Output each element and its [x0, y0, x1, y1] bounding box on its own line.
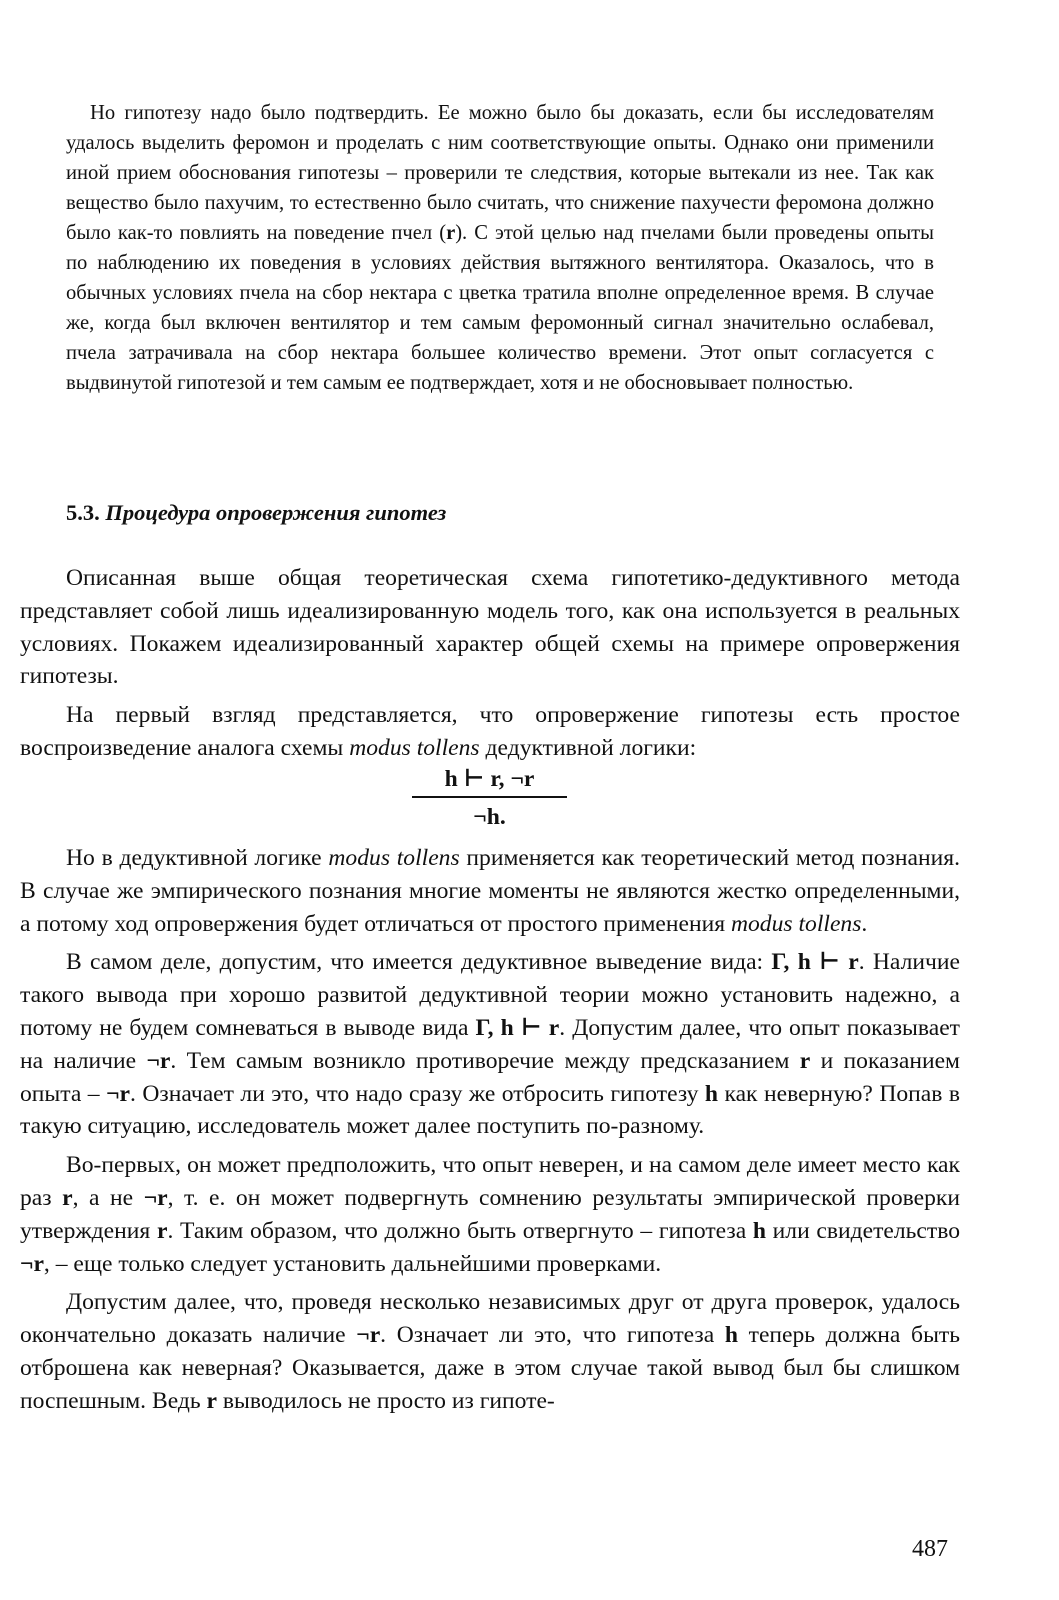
formula-numerator: h ⊢ r, ¬r	[444, 766, 535, 792]
section-heading	[66, 498, 446, 528]
intro-paragraph: Но гипотезу надо было подтвердить. Ее можно было бы доказать, если бы исследователям удалось выделить феромон и проделать с ним соответствующие опыты. Однако они применили иной прием обоснования гипотезы – проверили те следствия, которые вытекали из нее. Так как вещество было пахучим, то естественно было считать, что снижение пахучести феромона должно было как-то повлиять на поведение пчел (r). С этой целью над пчелами были проведены опыты по наблюдению их поведения в условиях действия вытяжного вентилятора. Оказалось, что в обычных условиях пчела на сбор нектара с цветка тратила вполне определенное время. В случае же, когда был включен вентилятор и тем самым феромонный сигнал значительно ослабевал, пчела затрачивала на сбор нектара большее количество времени. Этот опыт согласуется с выдвинутой гипотезой и тем самым ее подтверждает, хотя и не обосновывает полностью.	[66, 102, 934, 394]
formula-inline: ¬r	[106, 1080, 130, 1107]
formula-inline: h	[752, 1217, 766, 1244]
section-number: 5.3.	[66, 500, 100, 525]
formula-inline: ¬r	[143, 1184, 168, 1211]
formula-inline: ¬r	[146, 1047, 171, 1074]
paragraph-5: Во-первых, он может предположить, что опыт неверен, и на самом деле имеет место как раз r, а не ¬r, т. е. он может подвергнуть сомнению результаты эмпирической проверки утверждения r. Таким образом, что должно быть отвергнуто – гипотеза h или свидетельство ¬r, – еще только следует установить дальнейшими проверками.	[20, 1152, 960, 1277]
formula-inline: h	[704, 1080, 719, 1107]
paragraph-1: Описанная выше общая теоретическая схема гипотетико-дедуктивного метода представляет собой лишь идеализированную модель того, как она используется в реальных условиях. Покажем идеализированный характер общей схемы на примере опровержения гипотезы.	[20, 565, 960, 690]
formula-inline: r	[799, 1047, 811, 1074]
formula-inline: Γ, h ⊢ r	[771, 949, 859, 976]
formula-inline: r	[206, 1387, 217, 1414]
modus-tollens-formula	[412, 764, 567, 832]
paragraph-3: Но в дедуктивной логике modus tollens применяется как теоретический метод познания. В случае же эмпирического познания многие моменты не являются жестко определенными, а потому ход опровержения будет отличаться от простого применения modus tollens.	[20, 845, 960, 937]
paragraph-2: На первый взгляд представляется, что опровержение гипотезы есть простое воспроизведение аналога схемы modus tollens дедуктивной логики:	[20, 702, 960, 761]
italic-term: modus tollens	[730, 910, 862, 937]
formula-inline: r	[62, 1184, 73, 1211]
italic-term: modus tollens	[328, 845, 460, 871]
section-title: Процедура опровержения гипотез	[105, 500, 447, 525]
page-number: 487	[912, 1536, 948, 1562]
paragraph-6: Допустим далее, что, проведя несколько независимых друг от друга проверок, удалось окончательно доказать наличие ¬r. Означает ли это, что гипотеза h теперь должна быть отброшена как неверная? Оказывается, даже в этом случае такой вывод был бы слишком поспешным. Ведь r выводилось не просто из гипоте-	[20, 1289, 960, 1414]
fraction-bar	[412, 796, 567, 798]
formula-inline: h	[724, 1322, 738, 1349]
body-block-2	[20, 842, 960, 1424]
formula-inline: Γ, h ⊢ r	[475, 1014, 560, 1041]
body-block-1	[20, 562, 960, 771]
italic-term: modus tollens	[349, 734, 480, 761]
intro-paragraph-block	[66, 98, 934, 398]
paragraph-4: В самом деле, допустим, что имеется дедуктивное выведение вида: Γ, h ⊢ r. Наличие такого вывода при хорошо развитой дедуктивной теории можно установить надежно, а потому не будем сомневаться в выводе вида Γ, h ⊢ r. Допустим далее, что опыт показывает на наличие ¬r. Тем самым возникло противоречие между предсказанием r и показанием опыта – ¬r. Означает ли это, что надо сразу же отбросить гипотезу h как неверную? Попав в такую ситуацию, исследователь может далее поступить по-разному.	[20, 949, 960, 1140]
formula-inline: ¬r	[20, 1250, 44, 1277]
formula-inline: ¬r	[356, 1322, 381, 1349]
formula-denominator: ¬h.	[473, 803, 506, 830]
formula-inline: r	[156, 1217, 168, 1244]
formula-r: r	[446, 222, 456, 244]
